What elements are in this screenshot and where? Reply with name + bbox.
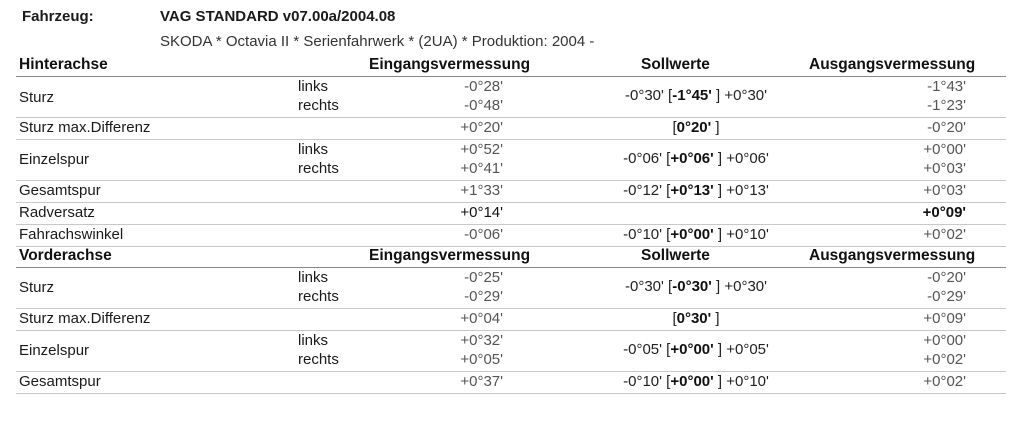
column-header-eingang: Eingangsvermessung — [369, 247, 531, 264]
table-row — [16, 225, 1006, 247]
target-nominal: -1°45' — [672, 87, 712, 104]
alignment-report-table — [16, 56, 1006, 394]
side-label: links — [298, 332, 329, 349]
row-label: Sturz max.Differenz — [19, 310, 151, 327]
input-value: +0°04' — [460, 310, 503, 327]
target-nominal: +0°00' — [670, 226, 714, 243]
table-row — [16, 309, 1006, 331]
output-value: +0°00' — [923, 332, 966, 349]
target-nominal: -0°30' — [672, 278, 712, 295]
section-header-front-axle — [16, 247, 1006, 268]
target-values: -0°10' [+0°00' ] +0°10' — [623, 226, 769, 243]
target-min: -0°30' — [625, 87, 664, 104]
table-row — [16, 118, 1006, 140]
target-nominal: 0°30' — [676, 310, 712, 327]
target-values: [0°30' ] — [672, 310, 720, 327]
table-row — [16, 181, 1006, 203]
target-max: +0°10' — [726, 226, 769, 243]
output-value: -0°29' — [927, 288, 966, 305]
output-value: +0°09' — [922, 204, 966, 221]
target-max: +0°06' — [726, 150, 769, 167]
output-value: -1°43' — [927, 78, 966, 95]
input-value: +0°37' — [460, 373, 503, 390]
target-nominal: +0°06' — [670, 150, 714, 167]
target-nominal: +0°13' — [670, 182, 714, 199]
target-max: +0°05' — [726, 341, 769, 358]
target-values: -0°06' [+0°06' ] +0°06' — [623, 150, 769, 167]
target-nominal: +0°00' — [670, 341, 714, 358]
target-min: -0°10' — [623, 226, 662, 243]
output-value: -0°20' — [927, 269, 966, 286]
column-header-ausgang: Ausgangsvermessung — [809, 56, 976, 73]
target-min: -0°06' — [623, 150, 662, 167]
section-title: Vorderachse — [19, 247, 112, 264]
vehicle-title: VAG STANDARD v07.00a/2004.08 — [160, 8, 396, 25]
table-row — [16, 77, 1006, 118]
side-label: rechts — [298, 351, 339, 368]
output-value: +0°02' — [923, 373, 966, 390]
target-min: -0°30' — [625, 278, 664, 295]
input-value: +0°14' — [460, 204, 503, 221]
target-min: -0°05' — [623, 341, 662, 358]
target-nominal: +0°00' — [670, 373, 714, 390]
table-row — [16, 331, 1006, 372]
side-label: rechts — [298, 160, 339, 177]
column-header-eingang: Eingangsvermessung — [369, 56, 531, 73]
input-value: -0°28' — [464, 78, 503, 95]
input-value: -0°29' — [464, 288, 503, 305]
input-value: -0°25' — [464, 269, 503, 286]
target-values: -0°05' [+0°00' ] +0°05' — [623, 341, 769, 358]
side-label: rechts — [298, 97, 339, 114]
target-nominal: 0°20' — [676, 119, 712, 136]
row-label: Sturz — [19, 89, 55, 106]
section-title: Hinterachse — [19, 56, 108, 73]
row-label: Gesamtspur — [19, 373, 101, 390]
target-max: +0°10' — [726, 373, 769, 390]
side-label: links — [298, 269, 329, 286]
output-value: -1°23' — [927, 97, 966, 114]
output-value: +0°02' — [923, 351, 966, 368]
table-row — [16, 372, 1006, 394]
input-value: -0°48' — [464, 97, 503, 114]
side-label: links — [298, 78, 329, 95]
table-row — [16, 268, 1006, 309]
input-value: +0°32' — [460, 332, 503, 349]
target-max: +0°13' — [726, 182, 769, 199]
output-value: +0°00' — [923, 141, 966, 158]
section-header-rear-axle — [16, 56, 1006, 77]
target-values: -0°12' [+0°13' ] +0°13' — [623, 182, 769, 199]
column-header-soll: Sollwerte — [641, 56, 710, 73]
table-row — [16, 140, 1006, 181]
target-values: -0°30' [-1°45' ] +0°30' — [625, 87, 767, 104]
input-value: +1°33' — [460, 182, 503, 199]
side-label: links — [298, 141, 329, 158]
target-values: [0°20' ] — [672, 119, 720, 136]
output-value: +0°09' — [923, 310, 966, 327]
output-value: +0°02' — [923, 226, 966, 243]
output-value: +0°03' — [923, 160, 966, 177]
row-label: Sturz max.Differenz — [19, 119, 151, 136]
output-value: -0°20' — [927, 119, 966, 136]
row-label: Fahrachswinkel — [19, 226, 124, 243]
input-value: -0°06' — [464, 226, 503, 243]
target-values: -0°30' [-0°30' ] +0°30' — [625, 278, 767, 295]
input-value: +0°05' — [460, 351, 503, 368]
table-row — [16, 203, 1006, 225]
row-label: Sturz — [19, 279, 55, 296]
row-label: Gesamtspur — [19, 182, 101, 199]
row-label: Einzelspur — [19, 151, 90, 168]
target-max: +0°30' — [724, 278, 767, 295]
target-min: -0°12' — [623, 182, 662, 199]
column-header-ausgang: Ausgangsvermessung — [809, 247, 976, 264]
header-label: Fahrzeug: — [22, 8, 94, 25]
input-value: +0°41' — [460, 160, 503, 177]
row-label: Radversatz — [19, 204, 95, 221]
side-label: rechts — [298, 288, 339, 305]
column-header-soll: Sollwerte — [641, 247, 710, 264]
input-value: +0°52' — [460, 141, 503, 158]
target-max: +0°30' — [724, 87, 767, 104]
output-value: +0°03' — [923, 182, 966, 199]
target-min: -0°10' — [623, 373, 662, 390]
input-value: +0°20' — [460, 119, 503, 136]
target-values: -0°10' [+0°00' ] +0°10' — [623, 373, 769, 390]
vehicle-subtitle: SKODA * Octavia II * Serienfahrwerk * (2UA) * Produktion: 2004 - — [160, 33, 595, 50]
row-label: Einzelspur — [19, 342, 90, 359]
